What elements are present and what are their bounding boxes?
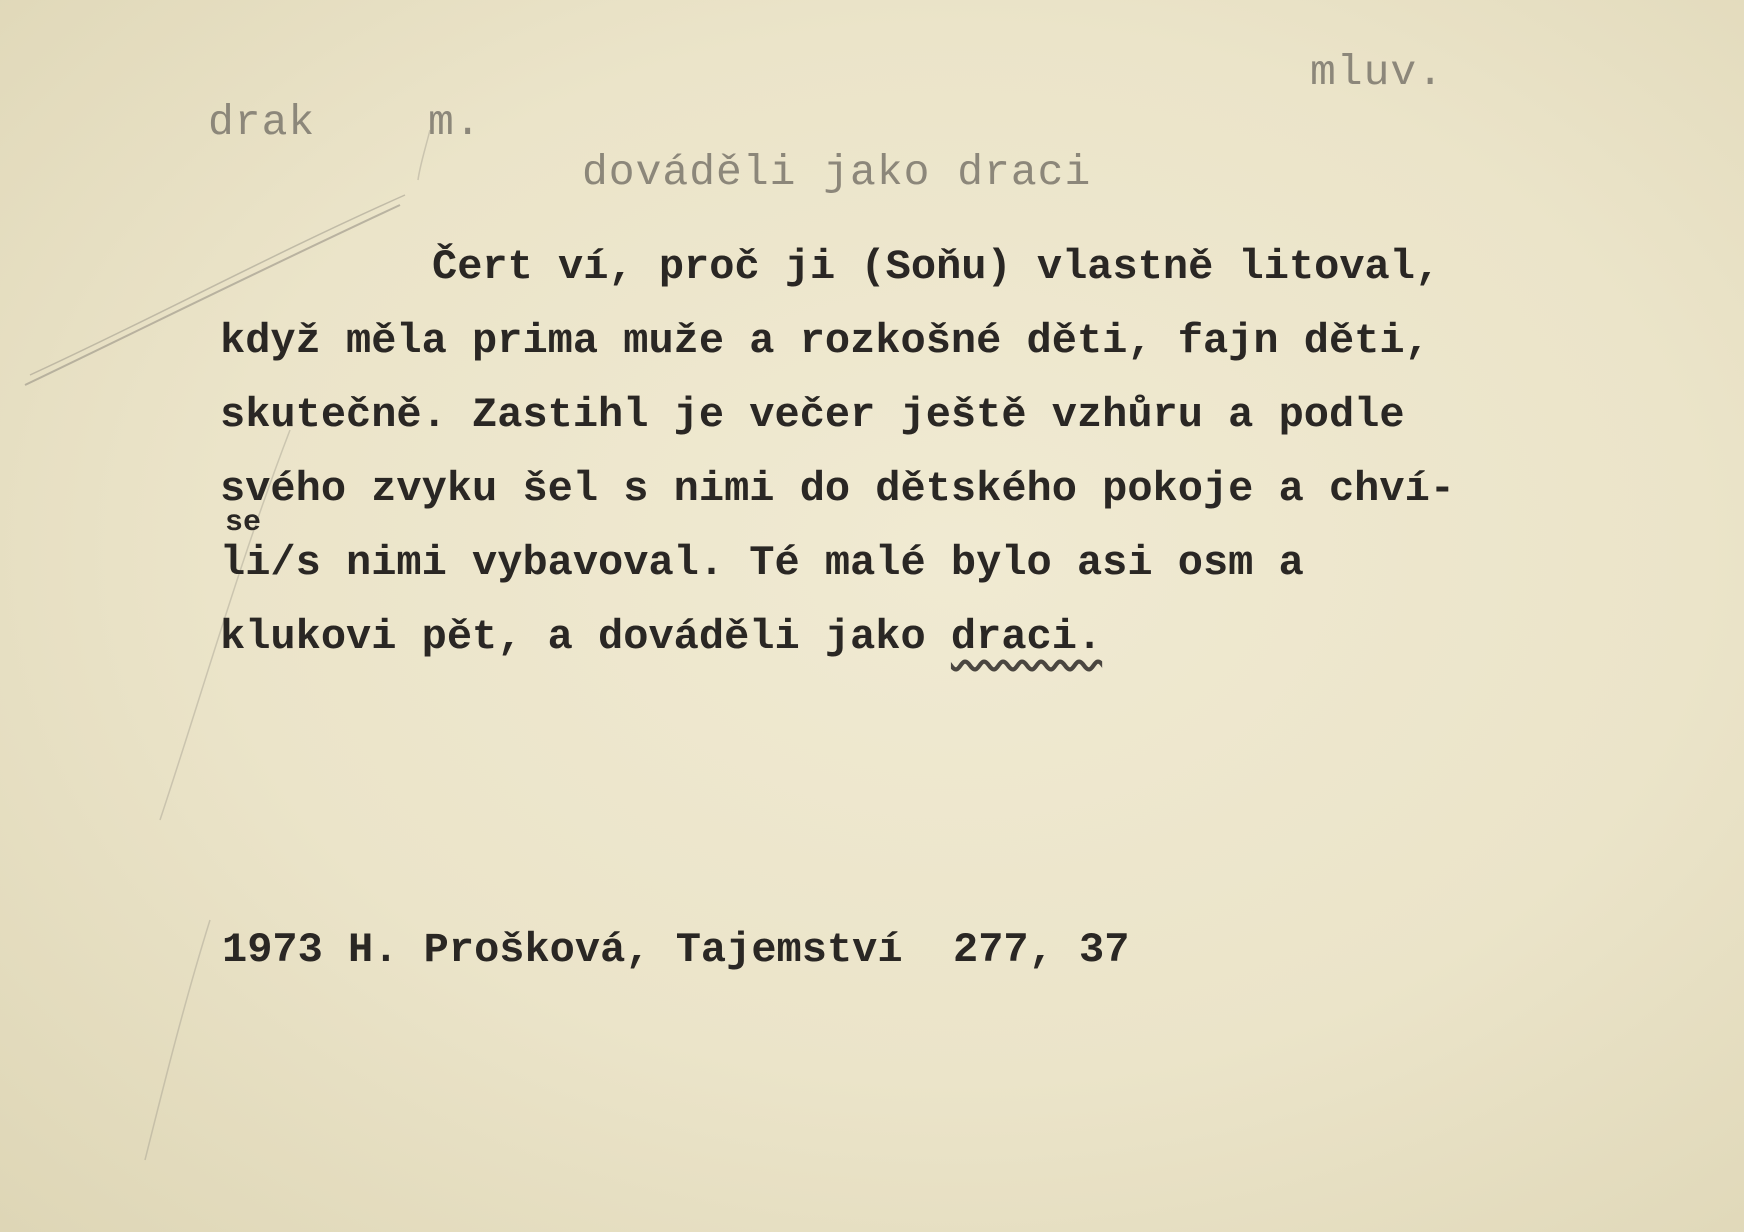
quotation-line: Čert ví, proč ji (Soňu) vlastně litoval,	[432, 243, 1441, 291]
grammatical-gender: m.	[428, 98, 482, 147]
phrase: dováděli jako draci	[582, 148, 1092, 197]
quotation-line: li/s nimi vybavoval. Té malé bylo asi osm a	[220, 539, 1304, 587]
quotation-line: skutečně. Zastihl je večer ještě vzhůru a podle	[220, 391, 1405, 439]
inserted-word: se	[225, 506, 262, 540]
source-citation	[222, 926, 1129, 974]
headword: drak	[208, 98, 316, 147]
source-pages: 277, 37	[952, 926, 1130, 974]
underlined-headword: draci.	[950, 613, 1103, 661]
usage-label: mluv.	[1310, 48, 1445, 97]
quotation-text: klukovi pět, a dováděli jako	[220, 613, 951, 661]
source-author: H. Prošková,	[348, 926, 651, 974]
source-title: Tajemství	[675, 926, 903, 974]
quotation-line: když měla prima muže a rozkošné děti, fajn děti,	[220, 317, 1430, 365]
quotation-line: svého zvyku šel s nimi do dětského pokoje a chví-	[220, 465, 1456, 513]
quotation	[220, 230, 1740, 674]
quotation-line	[220, 600, 1740, 674]
source-year: 1973	[222, 926, 323, 974]
